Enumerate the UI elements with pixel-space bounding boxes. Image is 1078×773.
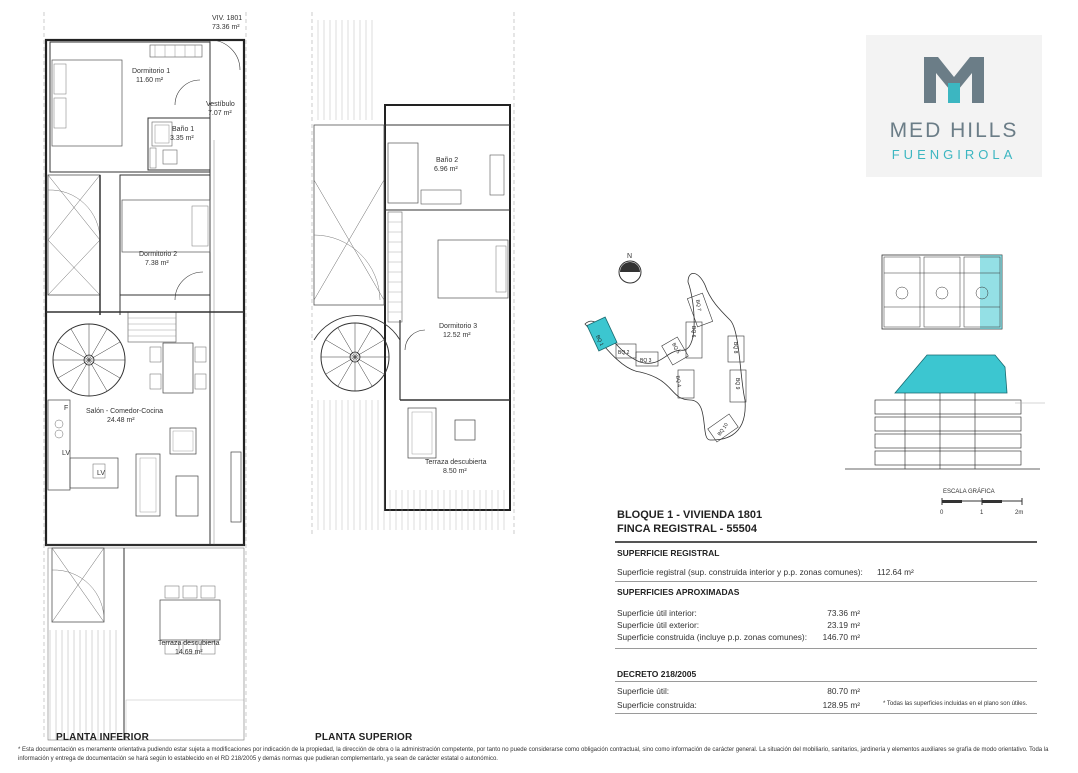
scale-label: ESCALA GRÁFICA [943, 489, 995, 495]
block-label: BQ 3 [640, 358, 652, 364]
block-label: BQ 5 [670, 342, 682, 355]
room-area: 14.69 m² [175, 649, 203, 656]
appliance-label: LV [97, 470, 106, 477]
divider [615, 713, 1037, 714]
aprox-row-label: Superficie útil interior: [617, 608, 697, 618]
scale-tick: 0 [940, 510, 944, 516]
decreto-heading: DECRETO 218/2005 [617, 669, 697, 679]
unit-area: 73.36 m² [212, 24, 240, 31]
aprox-row-label: Superficie útil exterior: [617, 620, 700, 630]
room-name: Salón - Comedor-Cocina [86, 408, 164, 415]
compass-label: N [627, 253, 633, 260]
scale-bar [938, 497, 1028, 511]
aprox-row-label: Superficie construida (incluye p.p. zonas comunes): [617, 632, 808, 642]
room-area: 7.07 m² [208, 110, 232, 117]
room-name: Baño 2 [436, 157, 459, 164]
aprox-row-value: 23.19 m² [827, 620, 860, 630]
aprox-row-value: 73.36 m² [827, 608, 860, 618]
mh-monogram-icon [924, 57, 984, 103]
block-label: BQ 10 [716, 422, 730, 438]
upper-plan-drawing [300, 0, 530, 745]
registral-label: Superficie registral (sup. construida interior y p.p. zonas comunes): [617, 567, 863, 577]
room-area: 3.35 m² [170, 135, 194, 142]
registral-value: 112.64 m² [877, 567, 914, 577]
room-area: 6.96 m² [434, 166, 458, 173]
unit-title: BLOQUE 1 - VIVIENDA 1801 [617, 509, 763, 521]
site-plan-drawing [580, 240, 760, 480]
building-section [845, 345, 1045, 480]
room-name: Baño 1 [172, 126, 195, 133]
scale-tick: 2m [1015, 510, 1024, 516]
finca-title: FINCA REGISTRAL - 55504 [617, 523, 757, 535]
room-name: Dormitorio 1 [132, 68, 171, 75]
brand-logo [866, 35, 1042, 177]
room-area: 7.38 m² [145, 260, 169, 267]
room-name: Dormitorio 2 [139, 251, 178, 258]
lower-plan-drawing [0, 0, 300, 745]
building-plan-thumbnail [880, 245, 1005, 333]
block-label: BQ 6 [690, 326, 696, 338]
room-name: Terraza descubierta [425, 459, 487, 466]
decreto-row-label: Superficie construida: [617, 700, 697, 710]
surfaces-note: * Todas las superficies incluidas en el plano son útiles. [883, 701, 1028, 707]
unit-label: VIV. 1801 [212, 15, 243, 22]
block-label: BQ 7 [694, 299, 702, 312]
room-name: Terraza descubierta [158, 640, 220, 647]
divider [615, 541, 1037, 543]
room-area: 8.50 m² [443, 468, 467, 475]
room-area: 11.60 m² [136, 77, 164, 84]
block-label: BQ 4 [674, 375, 682, 388]
decreto-row-label: Superficie útil: [617, 686, 670, 696]
room-area: 24.48 m² [107, 417, 135, 424]
room-name: Vestíbulo [206, 101, 235, 108]
divider [615, 581, 1037, 582]
brand-name: MED HILLS [889, 119, 1019, 142]
registral-heading: SUPERFICIE REGISTRAL [617, 548, 720, 558]
appliance-label: LV [62, 450, 71, 457]
upper-plan-title: PLANTA SUPERIOR [315, 732, 413, 743]
block-label: BQ 2 [618, 350, 630, 356]
block-label: BQ 9 [734, 378, 740, 390]
aprox-row-value: 146.70 m² [822, 632, 860, 642]
decreto-row-value: 80.70 m² [827, 686, 860, 696]
block-label: BQ 1 [594, 334, 605, 348]
room-name: Dormitorio 3 [439, 323, 478, 330]
scale-tick: 1 [980, 510, 984, 516]
decreto-row-value: 128.95 m² [822, 700, 860, 710]
block-label: BQ 8 [732, 342, 738, 354]
legal-footnote: * Esta documentación es meramente orientativa pudiendo estar sujeta a modificaciones por indicación de la propiedad, la dirección de obra o la administración competente, por tanto no puede considerarse como obligación contractual, sino como información de carácter general. La situación del mobiliario, sanitarios, jardinería y elementos auxiliares se grafía de modo orientativo. Toda la información y entrega de documentación se hará según lo establecido en el RD 218/2005 y demás normas que pudieran complementarlo, ya sean de carácter estatal o autonómico. [18, 747, 1049, 762]
aprox-heading: SUPERFICIES APROXIMADAS [617, 587, 740, 597]
lower-plan-title: PLANTA INFERIOR [56, 732, 149, 743]
brand-city: FUENGIROLA [891, 147, 1017, 162]
room-area: 12.52 m² [443, 332, 471, 339]
divider [615, 648, 1037, 649]
appliance-label: F [64, 405, 69, 412]
divider [615, 681, 1037, 682]
